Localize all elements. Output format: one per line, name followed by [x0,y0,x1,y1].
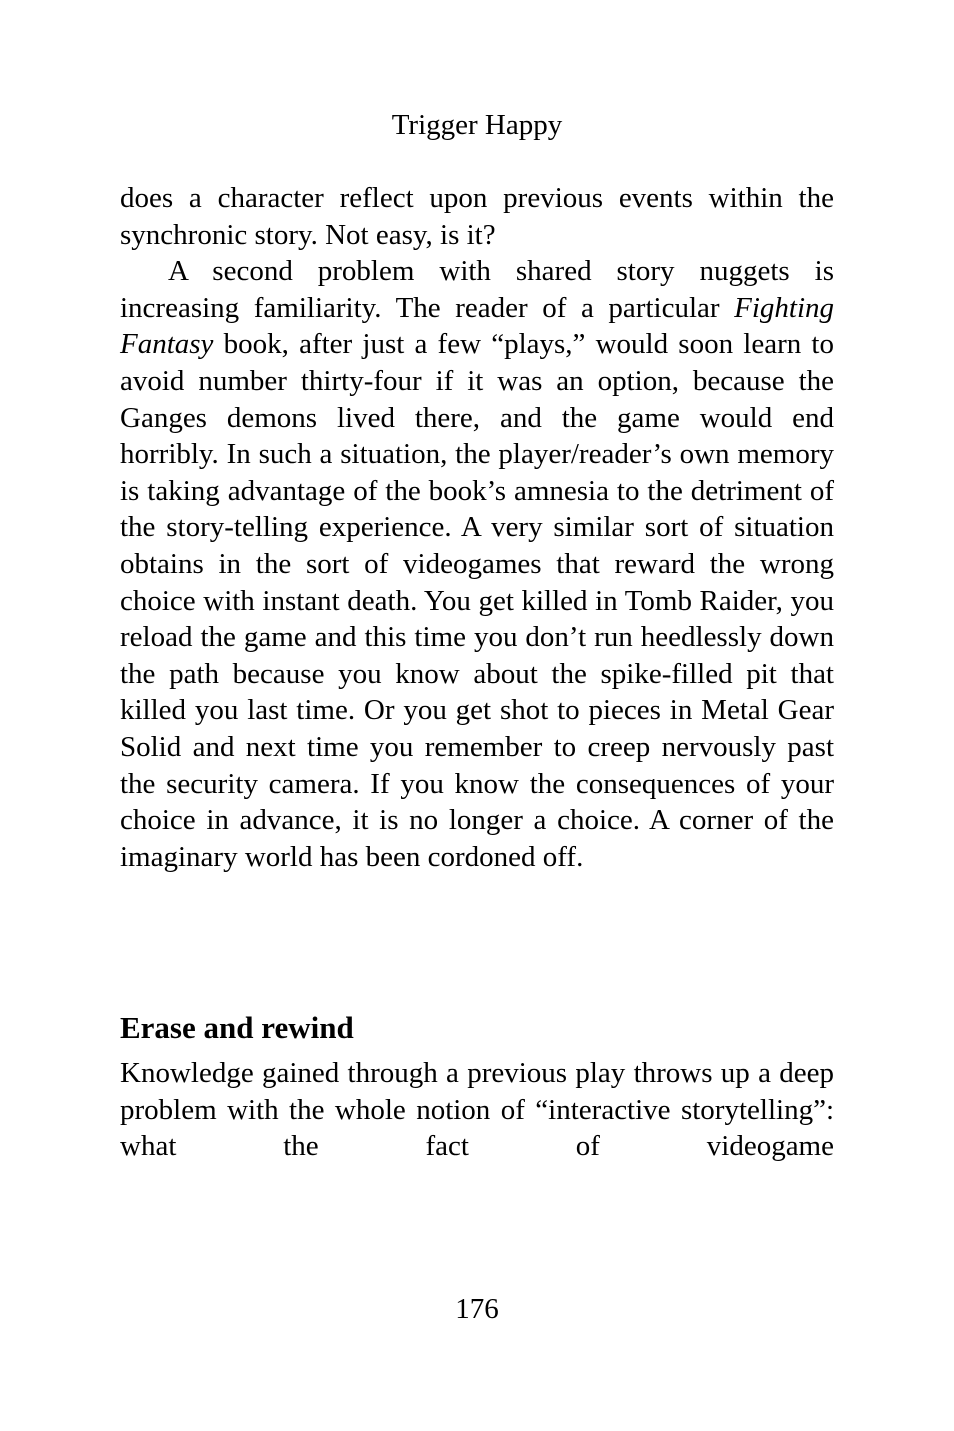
page-number: 176 [455,1293,499,1325]
paragraph-text-start: A second problem with shared story nuggets is increasing familiarity. The reader of a particular [120,255,834,324]
section-heading: Erase and rewind [120,1010,354,1045]
running-header: Trigger Happy [391,109,563,141]
book-title-italic: Fighting Fantasy [120,291,834,361]
continuation-paragraph: does a character reflect upon previous events within the synchronic story. Not easy, is it? [120,182,834,251]
main-text [120,180,834,875]
paragraph-text-end: book, after just a few “plays,” would soon learn to avoid number thirty-four if it was an option, because the Ganges demons lived there, and the game would end horribly. In such a situation, the player/reader’s own memory is taking advantage of the book’s amnesia to the detriment of the story-telling experience. A very similar sort of situation obtains in the sort of videogames that reward the wrong choice with instant death. You get killed in Tomb Raider, you reload the game and this time you don’t run heedlessly down the path because you know about the spike-filled pit that killed you last time. Or you get shot to pieces in Metal Gear Solid and next time you remember to creep nervously past the security camera. If you know the consequences of your choice in advance, it is no longer a choice. A corner of the imaginary world has been cordoned off. [120,328,834,873]
section-body [120,1055,834,1165]
paragraph-shared-story-nuggets [120,253,834,875]
section-paragraph: Knowledge gained through a previous play throws up a deep problem with the whole notion of “interactive storytelling”: what the fact of videogame [120,1057,834,1163]
